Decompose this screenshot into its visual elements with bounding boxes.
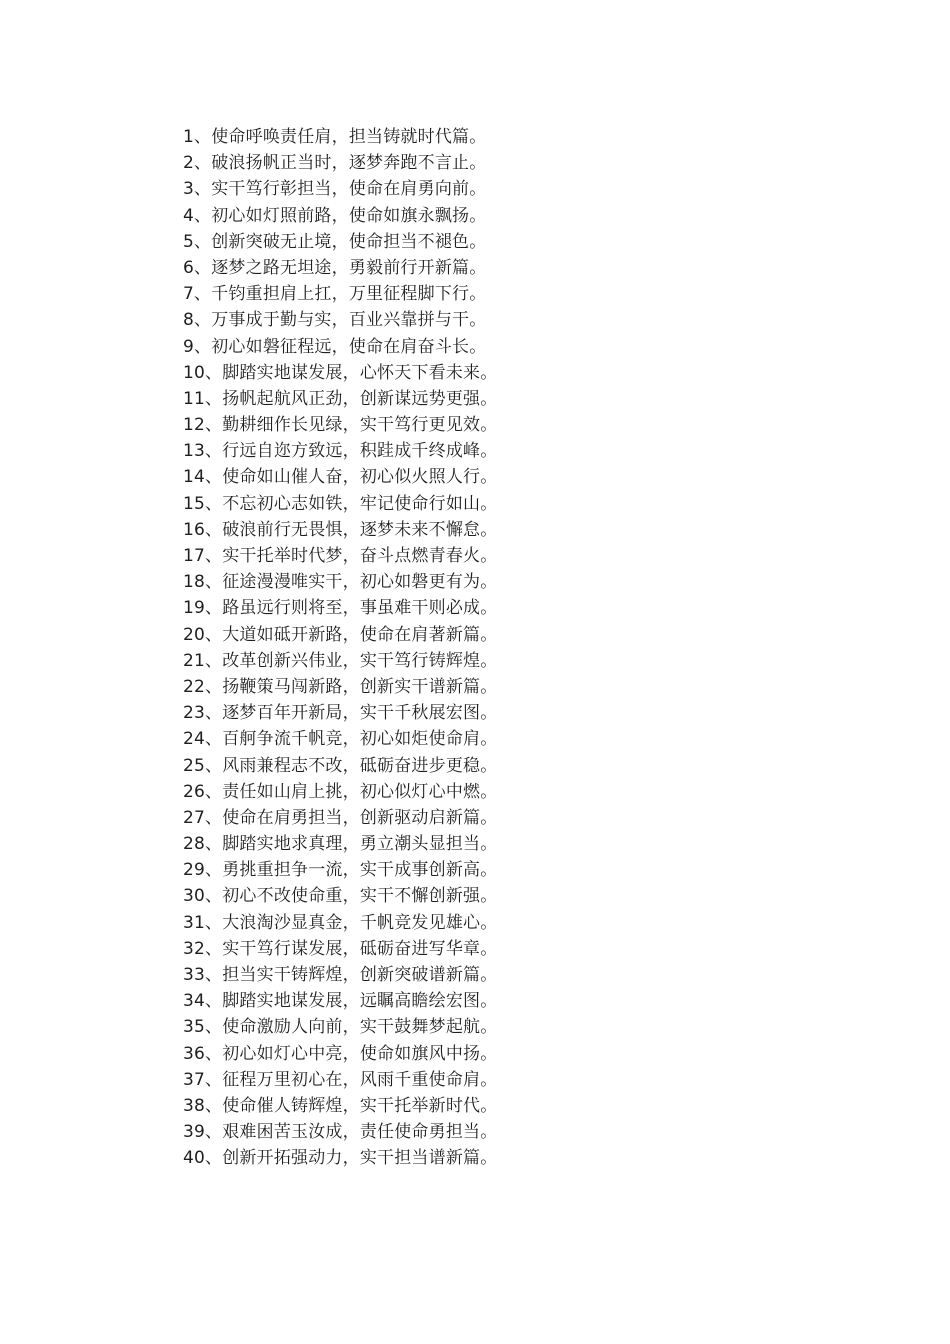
slogan-item-8: 8、万事成于勤与实，百业兴靠拼与干。	[183, 310, 487, 331]
slogan-item-18: 18、征途漫漫唯实干，初心如磐更有为。	[183, 572, 498, 593]
slogan-item-9: 9、初心如磐征程远，使命在肩奋斗长。	[183, 336, 487, 357]
slogan-item-39: 39、艰难困苦玉汝成，责任使命勇担当。	[183, 1122, 498, 1143]
slogan-item-7: 7、千钧重担肩上扛，万里征程脚下行。	[183, 284, 487, 305]
slogan-item-4: 4、初心如灯照前路，使命如旗永飘扬。	[183, 205, 487, 226]
slogan-item-26: 26、责任如山肩上挑，初心似灯心中燃。	[183, 781, 498, 802]
slogan-list	[183, 124, 497, 1172]
slogan-item-35: 35、使命激励人向前，实干鼓舞梦起航。	[183, 1017, 498, 1038]
slogan-item-34: 34、脚踏实地谋发展，远瞩高瞻绘宏图。	[183, 991, 498, 1012]
slogan-item-38: 38、使命催人铸辉煌，实干托举新时代。	[183, 1095, 498, 1116]
slogan-item-14: 14、使命如山催人奋，初心似火照人行。	[183, 467, 498, 488]
slogan-item-30: 30、初心不改使命重，实干不懈创新强。	[183, 886, 498, 907]
slogan-item-36: 36、初心如灯心中亮，使命如旗风中扬。	[183, 1043, 498, 1064]
slogan-item-11: 11、扬帆起航风正劲，创新谋远势更强。	[183, 388, 498, 409]
slogan-item-27: 27、使命在肩勇担当，创新驱动启新篇。	[183, 807, 498, 828]
slogan-item-28: 28、脚踏实地求真理，勇立潮头显担当。	[183, 834, 498, 855]
slogan-item-31: 31、大浪淘沙显真金，千帆竞发见雄心。	[183, 912, 498, 933]
slogan-item-15: 15、不忘初心志如铁，牢记使命行如山。	[183, 493, 498, 514]
slogan-item-25: 25、风雨兼程志不改，砥砺奋进步更稳。	[183, 755, 498, 776]
slogan-item-13: 13、行远自迩方致远，积跬成千终成峰。	[183, 441, 498, 462]
slogan-item-21: 21、改革创新兴伟业，实干笃行铸辉煌。	[183, 650, 498, 671]
slogan-item-24: 24、百舸争流千帆竞，初心如炬使命肩。	[183, 729, 498, 750]
slogan-item-3: 3、实干笃行彰担当，使命在肩勇向前。	[183, 179, 487, 200]
slogan-item-40: 40、创新开拓强动力，实干担当谱新篇。	[183, 1148, 498, 1169]
slogan-item-19: 19、路虽远行则将至，事虽难干则必成。	[183, 598, 498, 619]
slogan-item-2: 2、破浪扬帆正当时，逐梦奔跑不言止。	[183, 153, 487, 174]
slogan-item-23: 23、逐梦百年开新局，实干千秋展宏图。	[183, 703, 498, 724]
slogan-item-16: 16、破浪前行无畏惧，逐梦未来不懈怠。	[183, 519, 498, 540]
slogan-item-37: 37、征程万里初心在，风雨千重使命肩。	[183, 1069, 498, 1090]
slogan-item-33: 33、担当实干铸辉煌，创新突破谱新篇。	[183, 965, 498, 985]
slogan-item-22: 22、扬鞭策马闯新路，创新实干谱新篇。	[183, 676, 498, 697]
slogan-item-1: 1、使命呼唤责任肩，担当铸就时代篇。	[183, 127, 487, 147]
slogan-item-20: 20、大道如砥开新路，使命在肩著新篇。	[183, 624, 498, 645]
slogan-item-32: 32、实干笃行谋发展，砥砺奋进写华章。	[183, 938, 498, 959]
slogan-item-5: 5、创新突破无止境，使命担当不褪色。	[183, 231, 487, 252]
slogan-item-6: 6、逐梦之路无坦途，勇毅前行开新篇。	[183, 257, 487, 278]
slogan-item-10: 10、脚踏实地谋发展，心怀天下看未来。	[183, 362, 498, 383]
slogan-item-29: 29、勇挑重担争一流，实干成事创新高。	[183, 860, 498, 881]
slogan-item-17: 17、实干托举时代梦，奋斗点燃青春火。	[183, 546, 498, 566]
slogan-item-12: 12、勤耕细作长见绿，实干笃行更见效。	[183, 415, 498, 436]
